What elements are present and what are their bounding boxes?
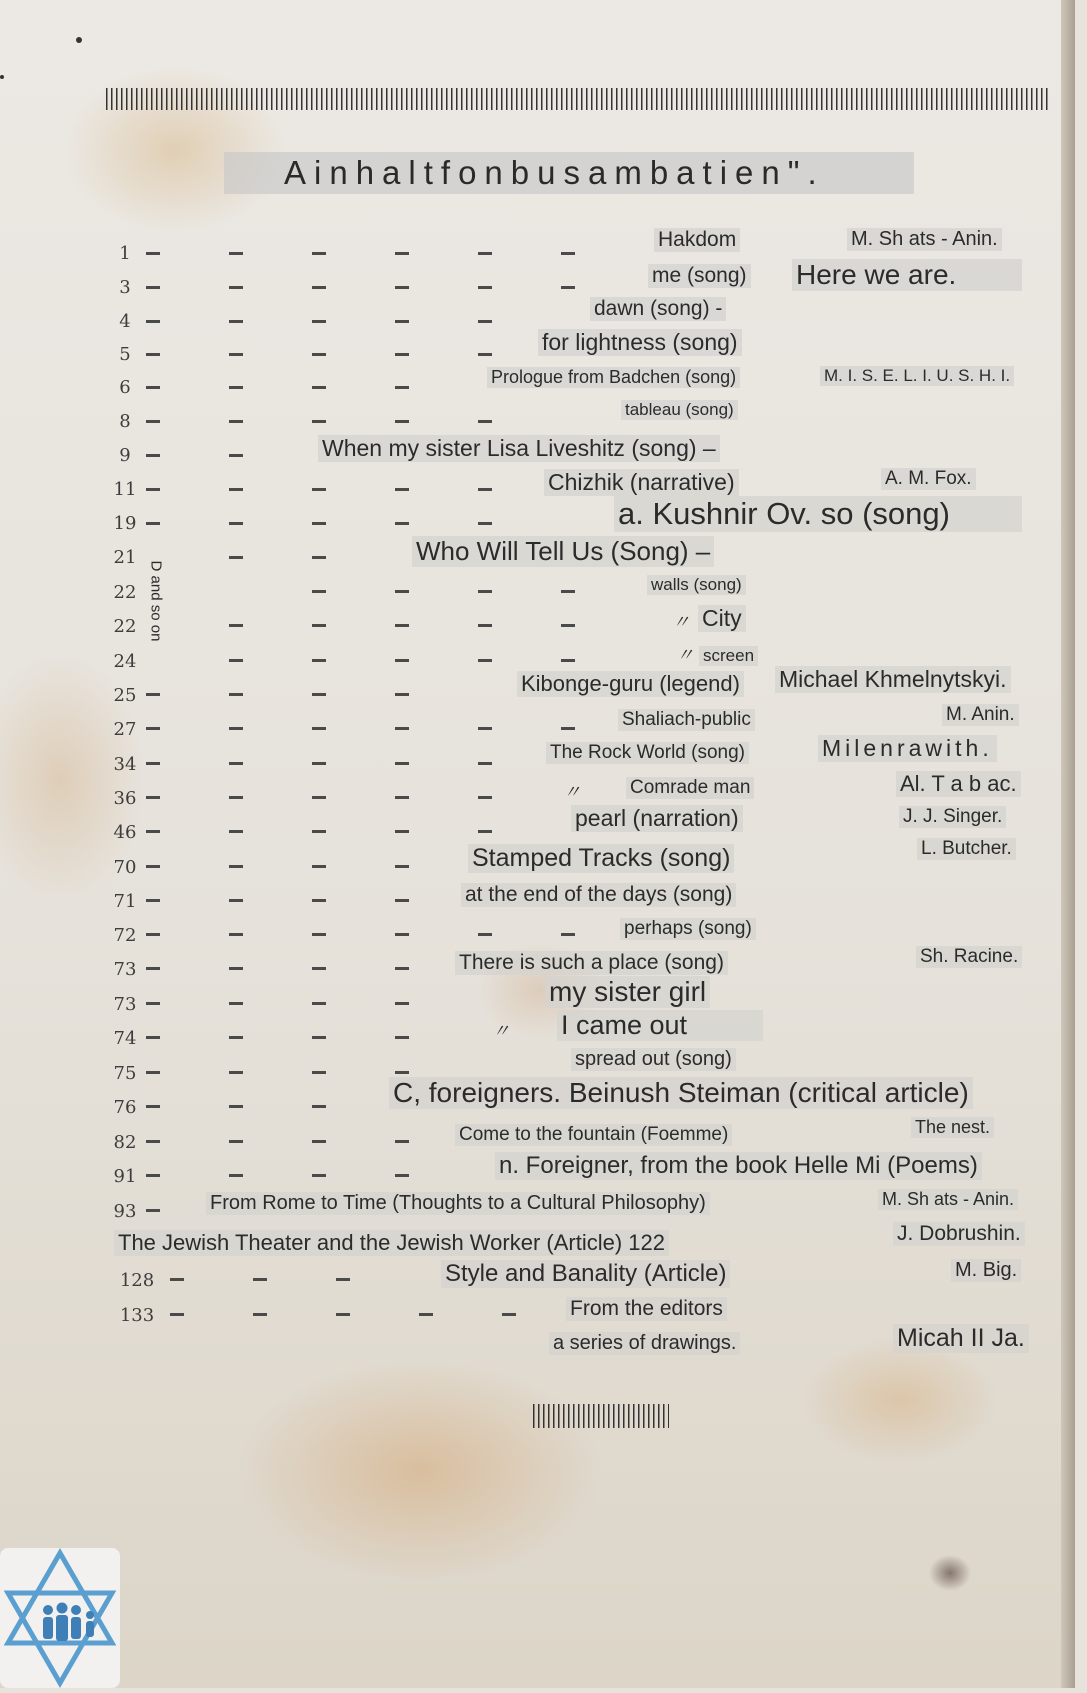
entry-title: City xyxy=(698,605,746,632)
entry-title: Chizhik (narrative) xyxy=(544,469,739,496)
dash-leader xyxy=(146,1174,426,1177)
dash-leader xyxy=(146,762,506,765)
entry-author: M. I. S. E. L. I. U. S. H. I. xyxy=(820,366,1014,386)
page-number: 75 xyxy=(113,1063,137,1084)
entry-title: Hakdom xyxy=(654,228,740,252)
page-number: 72 xyxy=(113,925,137,946)
page-number: 93 xyxy=(113,1201,137,1222)
entry-author: Al. T a b ac. xyxy=(896,771,1021,797)
dash-leader xyxy=(146,353,506,356)
page-number: 34 xyxy=(113,754,137,775)
entry-title: Prologue from Badchen (song) xyxy=(487,367,740,388)
page-number: 91 xyxy=(113,1166,137,1187)
entry-author: J. Dobrushin. xyxy=(893,1222,1025,1246)
page-number: 3 xyxy=(119,277,131,298)
dash-leader xyxy=(146,933,586,936)
entry-title: at the end of the days (song) xyxy=(461,883,736,907)
entry-title: Shaliach-public xyxy=(618,709,755,731)
entry-title: I came out xyxy=(557,1010,763,1041)
page-number: 73 xyxy=(113,959,137,980)
entry-title: Kibonge-guru (legend) xyxy=(517,671,744,697)
dash-leader xyxy=(146,488,506,491)
entry-title: for lightness (song) xyxy=(538,329,742,356)
dash-leader xyxy=(146,1209,176,1212)
dash-leader xyxy=(146,967,426,970)
page-number: 9 xyxy=(119,445,131,466)
entry-title: n. Foreigner, from the book Helle Mi (Poems) xyxy=(495,1152,982,1180)
entry-title: Stamped Tracks (song) xyxy=(468,844,734,873)
page-edge xyxy=(1061,0,1075,1688)
page-number: 6 xyxy=(119,377,131,398)
entry-author: L. Butcher. xyxy=(917,838,1016,860)
dash-leader xyxy=(146,727,586,730)
side-note: D and so on xyxy=(147,560,165,642)
dash-leader xyxy=(312,590,592,593)
entry-author: Here we are. xyxy=(792,259,1022,291)
page-number: 71 xyxy=(113,891,137,912)
page-number: 8 xyxy=(119,411,131,432)
page-number: 133 xyxy=(119,1305,155,1326)
dash-leader xyxy=(146,1071,426,1074)
dash-leader xyxy=(229,624,589,627)
page-number: 22 xyxy=(113,582,137,603)
page-number: 46 xyxy=(113,822,137,843)
page-number: 11 xyxy=(113,479,137,500)
page-number: 76 xyxy=(113,1097,137,1118)
entry-author: Micah II Ja. xyxy=(893,1324,1029,1353)
entry-title: tableau (song) xyxy=(621,400,738,420)
entry-title: a series of drawings. xyxy=(549,1332,740,1355)
ditto-mark: 〃 xyxy=(563,782,581,802)
ink-speck xyxy=(0,75,4,79)
entry-title: C, foreigners. Beinush Steiman (critical article) xyxy=(389,1077,973,1109)
dash-leader xyxy=(146,386,426,389)
entry-title: pearl (narration) xyxy=(571,805,743,832)
entry-title: my sister girl xyxy=(545,976,710,1008)
dash-leader xyxy=(170,1278,370,1281)
page-number: 19 xyxy=(113,513,137,534)
dash-leader xyxy=(146,865,426,868)
dash-leader xyxy=(170,1313,530,1316)
dash-leader xyxy=(146,830,506,833)
dash-leader xyxy=(146,1105,346,1108)
dash-leader xyxy=(146,693,426,696)
entry-title: screen xyxy=(699,646,758,666)
dash-leader xyxy=(146,796,506,799)
dash-leader xyxy=(146,252,586,255)
entry-title: a. Kushnir Ov. so (song) xyxy=(614,496,1022,532)
dash-leader xyxy=(146,522,506,525)
dash-leader xyxy=(146,320,506,323)
entry-author: The nest. xyxy=(911,1117,994,1138)
page-number: 70 xyxy=(113,857,137,878)
bottom-ornament-rule xyxy=(533,1404,669,1428)
entry-author: M. Sh ats - Anin. xyxy=(878,1189,1018,1210)
dash-leader xyxy=(146,1140,426,1143)
entry-title: perhaps (song) xyxy=(620,918,756,940)
entry-title: dawn (song) - xyxy=(590,297,726,321)
page-number: 4 xyxy=(119,311,131,332)
entry-author: M. Big. xyxy=(951,1259,1021,1282)
dash-leader xyxy=(146,454,266,457)
entry-title: walls (song) xyxy=(647,575,746,595)
entry-title: spread out (song) xyxy=(571,1048,736,1071)
page-number: 24 xyxy=(113,651,137,672)
dash-leader xyxy=(146,1002,426,1005)
page-number: 82 xyxy=(113,1132,137,1153)
entry-title: The Rock World (song) xyxy=(546,742,749,764)
entry-author: Milenrawith. xyxy=(818,735,997,762)
star-of-david-family-icon xyxy=(0,1548,120,1688)
page-number: 36 xyxy=(113,788,137,809)
entry-title: There is such a place (song) xyxy=(455,951,728,975)
entry-title: Come to the fountain (Foemme) xyxy=(455,1124,732,1146)
ditto-mark: 〃 xyxy=(672,612,690,632)
page-number: 73 xyxy=(113,994,137,1015)
ditto-mark: 〃 xyxy=(676,645,694,665)
entry-author: M. Anin. xyxy=(942,704,1019,726)
entry-title: me (song) xyxy=(648,264,751,288)
entry-title: Who Will Tell Us (Song) – xyxy=(412,536,714,567)
ditto-mark: 〃 xyxy=(492,1021,510,1041)
entry-author: J. J. Singer. xyxy=(899,806,1006,828)
page-number: 74 xyxy=(113,1028,137,1049)
entry-author: Michael Khmelnytskyi. xyxy=(775,666,1011,693)
entry-title: From Rome to Time (Thoughts to a Cultural Philosophy) xyxy=(206,1192,710,1215)
entry-author: Sh. Racine. xyxy=(916,946,1022,968)
dash-leader xyxy=(229,556,349,559)
page-number: 22 xyxy=(113,616,137,637)
dash-leader xyxy=(146,420,506,423)
page-number: 21 xyxy=(113,547,137,568)
top-ornament-rule xyxy=(106,88,1050,110)
page-number: 1 xyxy=(119,243,131,264)
page-number: 27 xyxy=(113,719,137,740)
page-number: 25 xyxy=(113,685,137,706)
entry-title: Style and Banality (Article) xyxy=(441,1260,730,1288)
entry-title: Comrade man xyxy=(626,777,754,799)
entry-title: From the editors xyxy=(566,1297,727,1321)
dash-leader xyxy=(229,659,589,662)
watermark-logo xyxy=(0,1548,120,1688)
dash-leader xyxy=(146,899,426,902)
page-number: 128 xyxy=(119,1270,155,1291)
entry-title: The Jewish Theater and the Jewish Worker (Article) 122 xyxy=(114,1230,669,1256)
page-title: Ainhaltfonbusambatien". xyxy=(224,152,914,194)
ink-speck xyxy=(76,37,82,43)
dash-leader xyxy=(146,286,586,289)
entry-title: When my sister Lisa Liveshitz (song) – xyxy=(318,435,720,462)
entry-author: M. Sh ats - Anin. xyxy=(847,228,1002,251)
entry-author: A. M. Fox. xyxy=(881,468,976,490)
page-number: 5 xyxy=(119,344,131,365)
dash-leader xyxy=(146,1036,426,1039)
